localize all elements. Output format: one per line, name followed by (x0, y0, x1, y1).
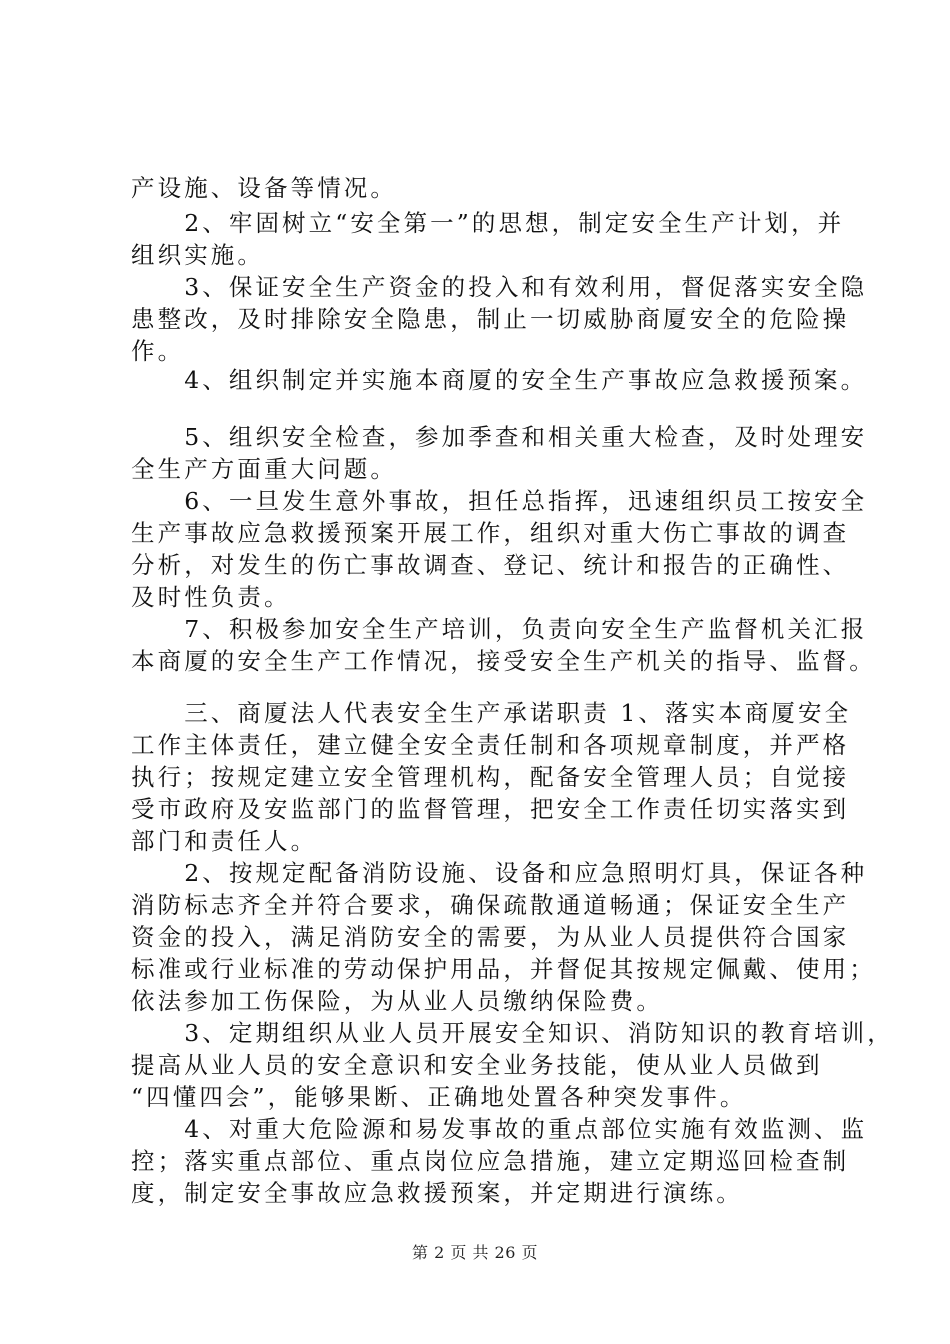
text-line: 生产事故应急救援预案开展工作，组织对重大伤亡事故的调查 (131, 519, 850, 547)
text-line: 2、按规定配备消防设施、设备和应急照明灯具，保证各种 (131, 859, 868, 887)
text-line: 度，制定安全事故应急救援预案，并定期进行演练。 (131, 1179, 743, 1207)
text-line: 4、对重大危险源和易发事故的重点部位实施有效监测、监 (131, 1115, 868, 1143)
text-line: 部门和责任人。 (131, 827, 318, 855)
text-line: 3、定期组织从业人员开展安全知识、消防知识的教育培训， (131, 1019, 894, 1047)
text-line: 工作主体责任，建立健全安全责任制和各项规章制度，并严格 (131, 731, 850, 759)
text-line: 作。 (131, 337, 185, 365)
text-line: 5、组织安全检查，参加季查和相关重大检查，及时处理安 (131, 423, 868, 451)
text-line: 分析，对发生的伤亡事故调查、登记、统计和报告的正确性、 (131, 551, 850, 579)
text-line: 资金的投入，满足消防安全的需要，为从业人员提供符合国家 (131, 923, 850, 951)
text-line: 三、商厦法人代表安全生产承诺职责 1、落实本商厦安全 (131, 699, 852, 727)
text-line: 3、保证安全生产资金的投入和有效利用，督促落实安全隐 (131, 273, 868, 301)
text-line: 控；落实重点部位、重点岗位应急措施，建立定期巡回检查制 (131, 1147, 850, 1175)
text-line: 标准或行业标准的劳动保护用品，并督促其按规定佩戴、使用； (131, 955, 876, 983)
text-line: 全生产方面重大问题。 (131, 455, 397, 483)
text-line: “四懂四会”，能够果断、正确地处置各种突发事件。 (131, 1083, 747, 1111)
page-number-footer: 第 2 页 共 26 页 (412, 1243, 538, 1262)
text-line: 本商厦的安全生产工作情况，接受安全生产机关的指导、监督。 (131, 647, 876, 675)
text-line: 患整改，及时排除安全隐患，制止一切威胁商厦安全的危险操 (131, 305, 850, 333)
text-line: 4、组织制定并实施本商厦的安全生产事故应急救援预案。 (131, 366, 868, 394)
text-line: 6、一旦发生意外事故，担任总指挥，迅速组织员工按安全 (131, 487, 868, 515)
text-line: 及时性负责。 (131, 583, 291, 611)
text-line: 受市政府及安监部门的监督管理，把安全工作责任切实落实到 (131, 795, 850, 823)
text-line: 组织实施。 (131, 241, 264, 269)
text-line: 产设施、设备等情况。 (131, 174, 397, 202)
text-line: 消防标志齐全并符合要求，确保疏散通道畅通；保证安全生产 (131, 891, 850, 919)
text-line: 7、积极参加安全生产培训，负责向安全生产监督机关汇报 (131, 615, 868, 643)
text-line: 依法参加工伤保险，为从业人员缴纳保险费。 (131, 987, 663, 1015)
text-line: 执行；按规定建立安全管理机构，配备安全管理人员；自觉接 (131, 763, 850, 791)
text-line: 提高从业人员的安全意识和安全业务技能，使从业人员做到 (131, 1051, 823, 1079)
text-line: 2、牢固树立“安全第一”的思想，制定安全生产计划，并 (131, 209, 845, 237)
